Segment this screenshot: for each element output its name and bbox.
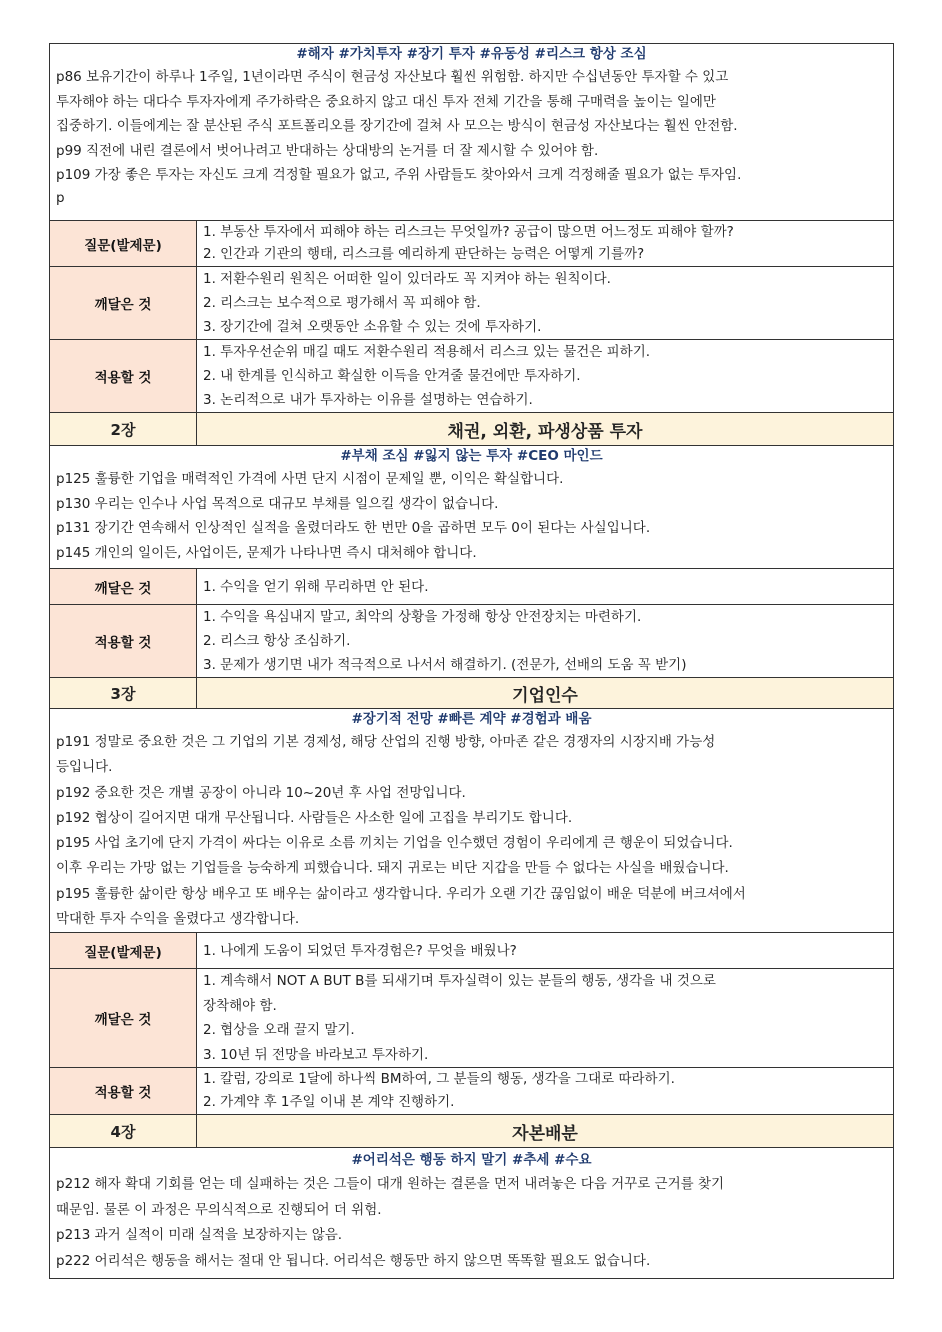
chapter-title: 자본배분 [197, 1115, 894, 1148]
note-line: p192 중요한 것은 개별 공장이 아니라 10~20년 후 사업 전망입니다. [56, 784, 466, 801]
note-line: p131 장기간 연속해서 인상적인 실적을 올렸더라도 한 번만 0을 곱하면 모두 0이 된다는 사실입니다. [56, 520, 651, 537]
chapter4-tags: #어리석은 행동 하지 말기 #추세 #수요 [351, 1152, 592, 1169]
apply-item: 2. 리스크 항상 조심하기. [203, 633, 351, 649]
chapter3-apply-row [50, 1068, 894, 1115]
realize-item: 2. 리스크는 보수적으로 평가해서 꼭 피해야 함. [203, 295, 481, 311]
realize-item: 1. 계속해서 NOT A BUT B를 되새기며 투자실력이 있는 분들의 행동, 생각을 내 것으로 [203, 973, 716, 990]
chapter2-apply-row [50, 605, 894, 678]
question-item: 2. 인간과 기관의 행태, 리스크를 예리하게 판단하는 능력은 어떻게 기를까? [203, 246, 645, 262]
apply-item: 1. 수익을 욕심내지 말고, 최악의 상황을 가정해 항상 안전장치는 마련하기. [203, 609, 642, 625]
chapter3-body-row [50, 709, 894, 933]
realize-item: 장착해야 함. [203, 997, 277, 1014]
chapter2-realize-row [50, 569, 894, 605]
chapter2-tags: #부채 조심 #잃지 않는 투자 #CEO 마인드 [340, 448, 603, 464]
chapter3-realize-row [50, 969, 894, 1068]
note-line: p [56, 189, 65, 206]
question-label: 질문(발제문) [50, 221, 197, 267]
apply-label: 적용할 것 [50, 1068, 197, 1115]
note-line: p213 과거 실적이 미래 실적을 보장하지는 않음. [56, 1227, 343, 1244]
note-line: p195 사업 초기에 단지 가격이 싸다는 이유로 소름 끼치는 기업을 인수했던 경험이 우리에게 큰 행운이 되었습니다. [56, 835, 733, 852]
apply-item: 3. 문제가 생기면 내가 적극적으로 나서서 해결하기. (전문가, 선배의 도움 꼭 받기) [203, 657, 687, 673]
note-line: p130 우리는 인수나 사업 목적으로 대규모 부채를 일으킬 생각이 없습니다. [56, 495, 499, 512]
note-line: p86 보유기간이 하루나 1주일, 1년이라면 주식이 현금성 자산보다 훨씬 위험함. 하지만 수십년동안 투자할 수 있고 [56, 69, 729, 85]
chapter-number: 3장 [50, 678, 197, 709]
apply-label: 적용할 것 [50, 340, 197, 413]
chapter-number: 2장 [50, 413, 197, 446]
chapter4-body-row [50, 1148, 894, 1279]
note-line: p109 가장 좋은 투자는 자신도 크게 걱정할 필요가 없고, 주위 사람들도 찾아와서 크게 걱정해줄 필요가 없는 투자임. [56, 167, 742, 184]
note-line: p212 해자 확대 기회를 얻는 데 실패하는 것은 그들이 대개 원하는 결론을 먼저 내려놓은 다음 거꾸로 근거를 찾기 [56, 1176, 725, 1193]
realize-item: 3. 10년 뒤 전망을 바라보고 투자하기. [203, 1046, 429, 1063]
chapter1-apply-row [50, 340, 894, 413]
note-line: 등입니다. [56, 759, 113, 776]
apply-item: 1. 칼럼, 강의로 1달에 하나씩 BM하여, 그 분들의 행동, 생각을 그대로 따라하기. [203, 1071, 675, 1088]
apply-item: 2. 내 한계를 인식하고 확실한 이득을 안겨줄 물건에만 투자하기. [203, 368, 581, 384]
chapter3-tags: #장기적 전망 #빠른 계약 #경험과 배움 [351, 711, 592, 727]
note-line: p192 협상이 길어지면 대개 무산됩니다. 사람들은 사소한 일에 고집을 부리기도 합니다. [56, 809, 573, 826]
realize-label: 깨달은 것 [50, 267, 197, 340]
realize-item: 1. 수익을 얻기 위해 무리하면 안 된다. [203, 578, 429, 595]
realize-label: 깨달은 것 [50, 569, 197, 605]
note-line: 막대한 투자 수익을 올렸다고 생각합니다. [56, 911, 300, 928]
chapter-title: 채권, 외환, 파생상품 투자 [197, 413, 894, 446]
realize-item: 1. 저환수원리 원칙은 어떠한 일이 있더라도 꼭 지켜야 하는 원칙이다. [203, 271, 611, 287]
realize-item: 3. 장기간에 걸쳐 오랫동안 소유할 수 있는 것에 투자하기. [203, 319, 542, 335]
apply-label: 적용할 것 [50, 605, 197, 678]
book-report-page [49, 43, 893, 1279]
note-line: p125 훌륭한 기업을 매력적인 가격에 사면 단지 시점이 문제일 뿐, 이익은 확실합니다. [56, 471, 564, 487]
apply-item: 2. 가계약 후 1주일 이내 본 계약 진행하기. [203, 1093, 455, 1110]
note-line: p222 어리석은 행동을 해서는 절대 안 됩니다. 어리석은 행동만 하지 않으면 똑똑할 필요도 없습니다. [56, 1252, 651, 1269]
note-line: 이후 우리는 가망 없는 기업들을 능숙하게 피했습니다. 돼지 귀로는 비단 지갑을 만들 수 없다는 사실을 배웠습니다. [56, 860, 729, 877]
apply-item: 1. 투자우선순위 매길 때도 저환수원리 적용해서 리스크 있는 물건은 피하기. [203, 344, 651, 360]
note-line: 투자해야 하는 대다수 투자자에게 주가하락은 중요하지 않고 대신 투자 전체 기간을 통해 구매력을 높이는 일에만 [56, 93, 716, 110]
chapter2-body-row [50, 446, 894, 569]
chapter1-notes [50, 65, 893, 208]
chapter-title: 기업인수 [197, 678, 894, 709]
note-line: 집중하기. 이들에게는 잘 분산된 주식 포트폴리오를 장기간에 걸쳐 사 모으는 방식이 현금성 자산보다는 훨씬 안전함. [56, 118, 738, 135]
chapter1-realize-row [50, 267, 894, 340]
realize-item: 2. 협상을 오래 끌지 말기. [203, 1022, 355, 1039]
chapter-number: 4장 [50, 1115, 197, 1148]
question-item: 1. 부동산 투자에서 피해야 하는 리스크는 무엇일까? 공급이 많으면 어느정도 피해야 할까? [203, 224, 734, 240]
note-line: p99 직전에 내린 결론에서 벗어나려고 반대하는 상대방의 논거를 더 잘 제시할 수 있어야 함. [56, 142, 599, 159]
note-line: p191 정말로 중요한 것은 그 기업의 기본 경제성, 해당 산업의 진행 방향, 아마존 같은 경쟁자의 시장지배 가능성 [56, 734, 716, 750]
chapter3-question-row [50, 933, 894, 969]
realize-label: 깨달은 것 [50, 969, 197, 1068]
report-table [49, 43, 894, 1279]
chapter2-header-row [50, 413, 894, 446]
chapter1-body-row [50, 44, 894, 221]
note-line: p195 훌륭한 삶이란 항상 배우고 또 배우는 삶이라고 생각합니다. 우리가 오랜 기간 끊임없이 배운 덕분에 버크셔에서 [56, 885, 746, 902]
chapter4-header-row [50, 1115, 894, 1148]
question-item: 1. 나에게 도움이 되었던 투자경험은? 무엇을 배웠나? [203, 942, 517, 959]
chapter1-question-row [50, 221, 894, 267]
apply-item: 3. 논리적으로 내가 투자하는 이유를 설명하는 연습하기. [203, 392, 533, 408]
chapter3-header-row [50, 678, 894, 709]
note-line: p145 개인의 일이든, 사업이든, 문제가 나타나면 즉시 대처해야 합니다. [56, 544, 477, 561]
question-label: 질문(발제문) [50, 933, 197, 969]
note-line: 때문임. 물론 이 과정은 무의식적으로 진행되어 더 위험. [56, 1201, 382, 1218]
chapter1-tags: #해자 #가치투자 #장기 투자 #유동성 #리스크 항상 조심 [296, 46, 647, 62]
